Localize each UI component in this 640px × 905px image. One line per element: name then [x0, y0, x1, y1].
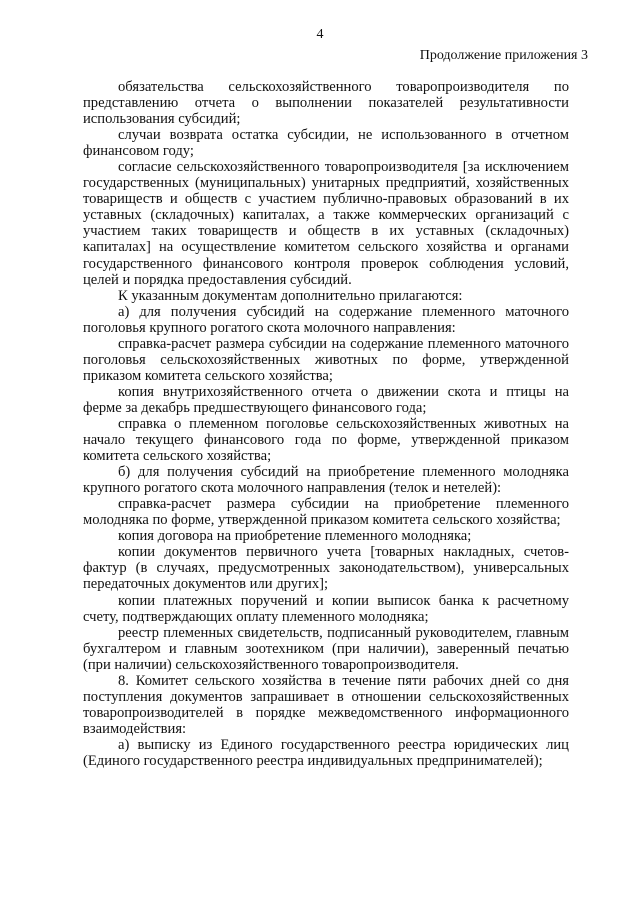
- paragraph: обязательства сельскохозяйственного товаропроизводителя по представлению отчета о выполнении показателей результативности использования субсидий;: [83, 79, 569, 128]
- paragraph: справка-расчет размера субсидии на содержание племенного маточного поголовья сельскохозяйственных животных по форме, утвержденной приказом комитета сельского хозяйства;: [83, 335, 569, 384]
- paragraph: 8. Комитет сельского хозяйства в течение пяти рабочих дней со дня поступления документов запрашивает в отношении сельскохозяйственных товаропроизводителей в порядке межведомственного информационного взаимодействия:: [83, 672, 569, 737]
- paragraph: К указанным документам дополнительно прилагаются:: [118, 287, 463, 304]
- paragraph: копии платежных поручений и копии выписок банка к расчетному счету, подтверждающих оплату племенного молодняка;: [83, 592, 569, 625]
- paragraph: а) выписку из Единого государственного реестра юридических лиц (Единого государственного реестра индивидуальных предпринимателей);: [83, 736, 569, 769]
- paragraph: б) для получения субсидий на приобретение племенного молодняка крупного рогатого скота молочного направления (телок и нетелей):: [83, 464, 569, 497]
- paragraph: случаи возврата остатка субсидии, не использованного в отчетном финансовом году;: [83, 127, 569, 160]
- paragraph: реестр племенных свидетельств, подписанный руководителем, главным бухгалтером и главным зоотехником (при наличии), заверенный печатью (при наличии) сельскохозяйственного товаропроизводителя.: [83, 624, 569, 673]
- paragraph: копия внутрихозяйственного отчета о движении скота и птицы на ферме за декабрь предшествующего финансового года;: [83, 383, 569, 416]
- document-body: [83, 79, 569, 769]
- paragraph: справка о племенном поголовье сельскохозяйственных животных на начало текущего финансового года по форме, утвержденной приказом комитета сельского хозяйства;: [83, 415, 569, 465]
- paragraph: согласие сельскохозяйственного товаропроизводителя [за исключением государственных (муниципальных) унитарных предприятий, хозяйственных товариществ и обществ с участием публично-правовых образований в их уставных (складочных) капиталах, а также коммерческих организаций с участием таких товариществ и обществ в их уставных (складочных) капиталах] на осуществление комитетом сельского хозяйства и органами государственного финансового контроля проверок соблюдения условий, целей и порядка предоставления субсидий.: [83, 159, 569, 288]
- page-number: 4: [316, 27, 324, 42]
- paragraph: а) для получения субсидий на содержание племенного маточного поголовья крупного рогатого скота молочного направления:: [83, 303, 569, 336]
- appendix-continuation-label: Продолжение приложения 3: [419, 48, 588, 63]
- paragraph: копии документов первичного учета [товарных накладных, счетов-фактур (в случаях, предусмотренных законодательством), универсальных передаточных документов или других];: [83, 544, 569, 593]
- paragraph: копия договора на приобретение племенного молодняка;: [118, 528, 472, 545]
- paragraph: справка-расчет размера субсидии на приобретение племенного молодняка по форме, утвержденной приказом комитета сельского хозяйства;: [83, 496, 569, 529]
